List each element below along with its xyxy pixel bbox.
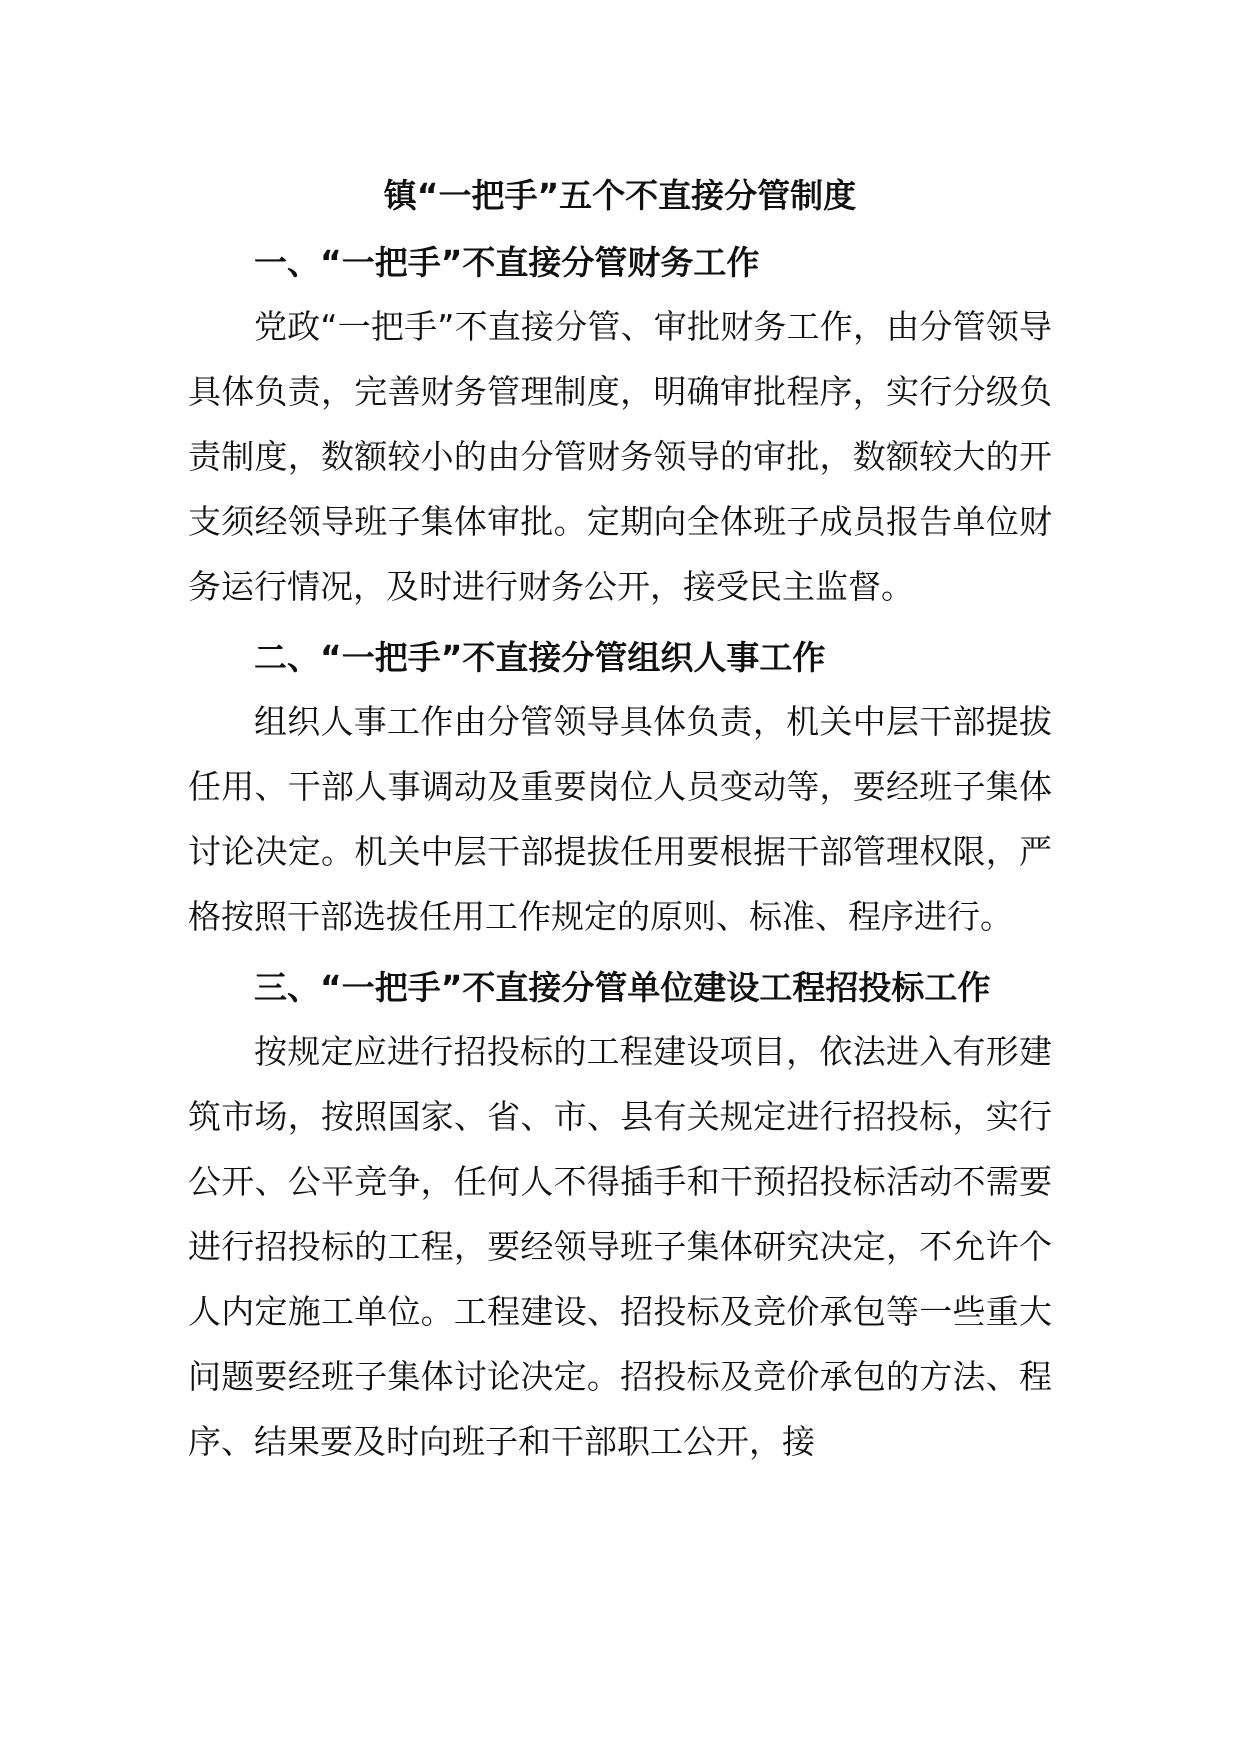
- section-bidding: [188, 957, 1052, 1474]
- document-body: [188, 168, 1052, 1474]
- document-title: 镇“一把手”五个不直接分管制度: [383, 176, 857, 215]
- section-paragraph: 组织人事工作由分管领导具体负责，机关中层干部提拔任用、干部人事调动及重要岗位人员变动等，要经班子集体讨论决定。机关中层干部提拔任用要根据干部管理权限，严格按照干部选拔任用工作规定的原则、标准、程序进行。: [188, 702, 1052, 936]
- section-heading: 一、“一把手”不直接分管财务工作: [254, 243, 760, 282]
- section-heading: 三、“一把手”不直接分管单位建设工程招投标工作: [254, 968, 991, 1007]
- section-finance: [188, 232, 1052, 619]
- section-paragraph: 党政“一把手”不直接分管、审批财务工作，由分管领导具体负责，完善财务管理制度，明确审批程序，实行分级负责制度，数额较小的由分管财务领导的审批，数额较大的开支须经领导班子集体审批。定期向全体班子成员报告单位财务运行情况，及时进行财务公开，接受民主监督。: [188, 307, 1052, 606]
- section-heading: 二、“一把手”不直接分管组织人事工作: [254, 638, 826, 677]
- section-personnel: [188, 627, 1052, 949]
- section-paragraph: 按规定应进行招投标的工程建设项目，依法进入有形建筑市场，按照国家、省、市、县有关规定进行招投标，实行公开、公平竞争，任何人不得插手和干预招投标活动不需要进行招投标的工程，要经领导班子集体研究决定，不允许个人内定施工单位。工程建设、招投标及竞价承包等一些重大问题要经班子集体讨论决定。招投标及竞价承包的方法、程序、结果要及时向班子和干部职工公开，接: [188, 1032, 1052, 1461]
